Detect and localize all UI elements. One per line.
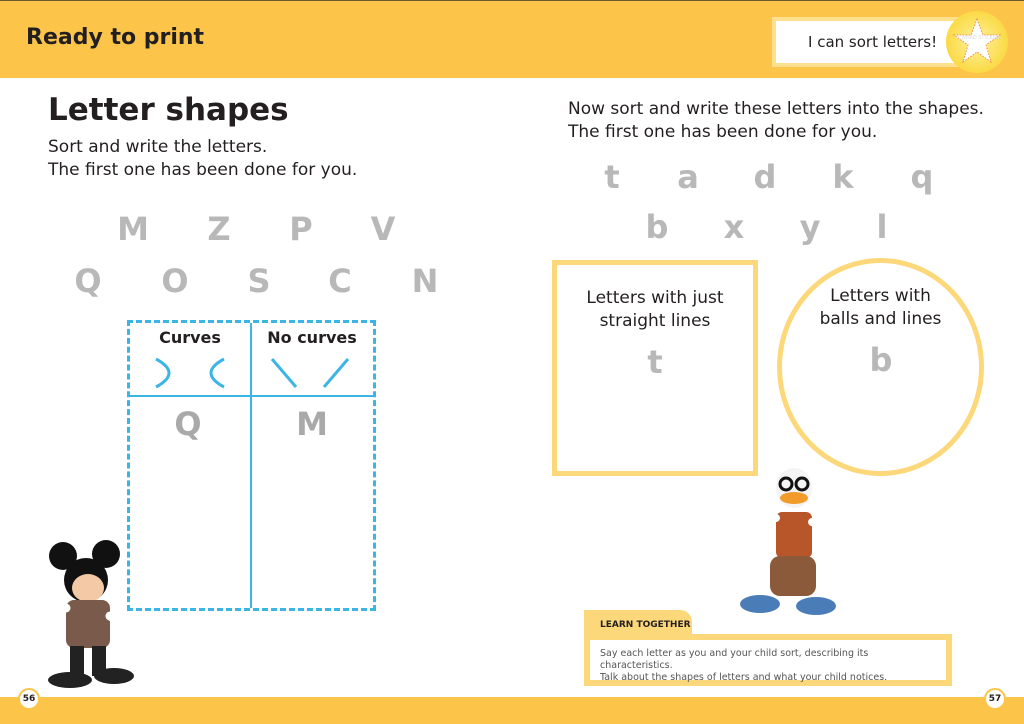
lines-icon [268,355,352,391]
footer-bar [0,697,1024,724]
letter: y [799,208,821,246]
box-label: Letters with just straight lines [586,288,724,331]
letter: b [645,208,669,246]
letter: Z [207,210,231,248]
page-number-right: 57 [984,688,1006,710]
circle-label: Letters with balls and lines [819,286,942,329]
letter: t [604,158,620,196]
header-curves: Curves [159,328,221,347]
star-icon [946,11,1008,73]
letter: k [832,158,854,196]
letter: C [328,262,352,300]
example-letter: t [647,343,663,381]
sticker-label: REWARD STICKER [954,35,1000,41]
curves-icon [150,355,230,391]
note-line: Talk about the shapes of letters and what your child notices. [600,672,888,683]
balls-and-lines-circle [777,258,984,476]
instruction-line: The first one has been done for you. [48,160,358,180]
donald-duck-illustration [726,462,860,622]
letter: a [677,158,699,196]
letter: N [411,262,439,300]
example-letter: b [869,341,893,379]
section-title: Letter shapes [48,92,289,128]
goal-banner [772,17,972,67]
reward-sticker [946,11,1008,73]
straight-lines-box [552,260,758,476]
letter: d [753,158,777,196]
example-letter: M [296,405,328,443]
divider [130,395,373,397]
sorting-table [127,320,376,611]
note-line: Say each letter as you and your child sort, describing its characteristics. [600,648,869,671]
instruction-line: The first one has been done for you. [568,122,878,142]
left-instructions [48,136,357,182]
page-number-left: 56 [18,688,40,710]
learn-together-note [584,634,952,686]
header-no-curves: No curves [267,328,357,347]
letter: q [910,158,934,196]
letter: l [876,208,888,246]
instruction-line: Now sort and write these letters into the shapes. [568,99,984,119]
instruction-line: Sort and write the letters. [48,137,268,157]
learn-together-tab: LEARN TOGETHER [584,610,692,640]
letter: S [247,262,271,300]
letter: x [723,208,745,246]
header-bar [0,0,1024,78]
letter: Q [74,262,102,300]
right-instructions [568,98,984,144]
letter: O [161,262,189,300]
letter: P [289,210,313,248]
letter: V [370,210,396,248]
example-letter: Q [174,405,202,443]
mickey-mouse-illustration [18,538,143,690]
letter: M [117,210,149,248]
goal-text: I can sort letters! [776,21,968,63]
divider [250,323,252,608]
page-header-title: Ready to print [26,25,205,50]
